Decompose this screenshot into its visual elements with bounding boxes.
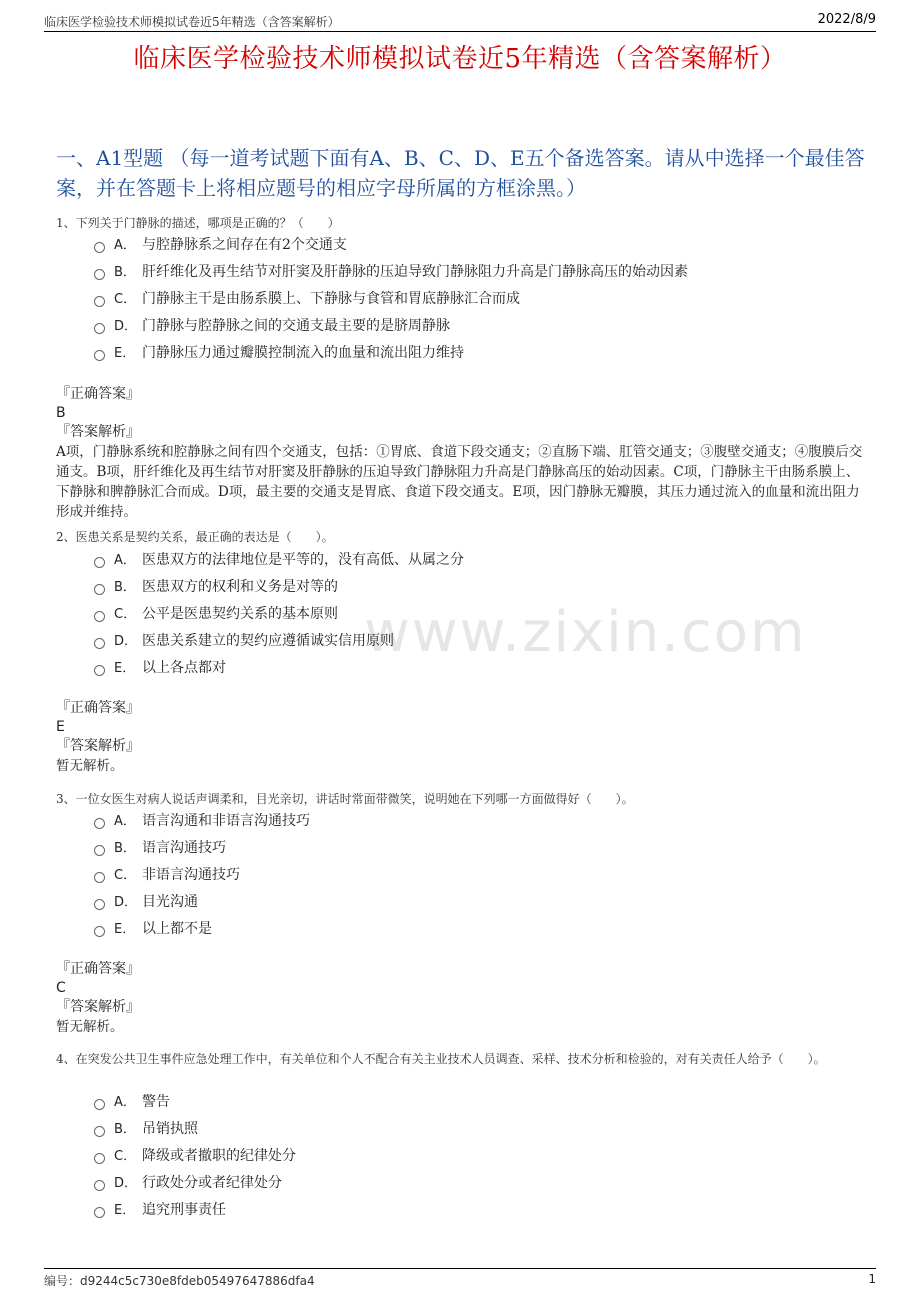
header-date: 2022/8/9 xyxy=(817,12,876,27)
option-b[interactable]: B． 医患双方的权利和义务是对等的 xyxy=(94,572,464,599)
document-title: 临床医学检验技术师模拟试卷近5年精选（含答案解析） xyxy=(133,44,787,74)
option-b[interactable]: B． 肝纤维化及再生结节对肝窦及肝静脉的压迫导致门静脉阻力升高是门静脉高压的始动因素 xyxy=(94,257,688,284)
option-d[interactable]: D． 医患关系建立的契约应遵循诚实信用原则 xyxy=(94,626,464,653)
watermark: www.zixin.com xyxy=(364,600,807,665)
radio-icon[interactable] xyxy=(94,665,105,676)
radio-icon[interactable] xyxy=(94,638,105,649)
option-b[interactable]: B． 吊销执照 xyxy=(94,1114,296,1141)
option-d[interactable]: D． 行政处分或者纪律处分 xyxy=(94,1168,296,1195)
option-c[interactable]: C． 非语言沟通技巧 xyxy=(94,860,310,887)
option-c[interactable]: C． 降级或者撤职的纪律处分 xyxy=(94,1141,296,1168)
question-3-stem: 3、一位女医生对病人说话声调柔和，目光亲切，讲话时常面带微笑，说明她在下列哪一方面做得好（ ）。 xyxy=(56,792,634,806)
radio-icon[interactable] xyxy=(94,845,105,856)
radio-icon[interactable] xyxy=(94,818,105,829)
question-1-options xyxy=(94,230,688,365)
option-d[interactable]: D． 目光沟通 xyxy=(94,887,310,914)
radio-icon[interactable] xyxy=(94,242,105,253)
footer-code xyxy=(44,1272,315,1289)
question-1-stem: 1、下列关于门静脉的描述，哪项是正确的？（ ） xyxy=(56,216,340,230)
question-3-answer-block xyxy=(56,960,866,1037)
option-a[interactable]: A． 语言沟通和非语言沟通技巧 xyxy=(94,806,310,833)
radio-icon[interactable] xyxy=(94,350,105,361)
radio-icon[interactable] xyxy=(94,323,105,334)
radio-icon[interactable] xyxy=(94,926,105,937)
header-doc-title: 临床医学检验技术师模拟试卷近5年精选（含答案解析） xyxy=(44,15,340,29)
question-1-answer-block xyxy=(56,385,866,522)
question-3-options xyxy=(94,806,310,941)
radio-icon[interactable] xyxy=(94,899,105,910)
question-2-answer-block xyxy=(56,699,866,776)
question-2-options xyxy=(94,545,464,680)
radio-icon[interactable] xyxy=(94,584,105,595)
option-c[interactable]: C． 公平是医患契约关系的基本原则 xyxy=(94,599,464,626)
analysis-label: 『答案解析』 xyxy=(56,999,140,1015)
option-a[interactable]: A． 警告 xyxy=(94,1087,296,1114)
analysis-text: 暂无解析。 xyxy=(56,1019,124,1035)
footer-code-label: 编号： xyxy=(44,1274,81,1288)
option-d[interactable]: D． 门静脉与腔静脉之间的交通支最主要的是脐周静脉 xyxy=(94,311,688,338)
option-a[interactable]: A． 医患双方的法律地位是平等的，没有高低、从属之分 xyxy=(94,545,464,572)
radio-icon[interactable] xyxy=(94,269,105,280)
option-e[interactable]: E． 门静脉压力通过瓣膜控制流入的血量和流出阻力维持 xyxy=(94,338,688,365)
option-a[interactable]: A． 与腔静脉系之间存在有2个交通支 xyxy=(94,230,688,257)
answer-label: 『正确答案』 xyxy=(56,961,140,977)
radio-icon[interactable] xyxy=(94,296,105,307)
analysis-text: 暂无解析。 xyxy=(56,758,124,774)
section-heading: 一、A1型题 （每一道考试题下面有A、B、C、D、E五个备选答案。请从中选择一个最佳答案，并在答题卡上将相应题号的相应字母所属的方框涂黑。） xyxy=(56,146,865,200)
radio-icon[interactable] xyxy=(94,872,105,883)
option-b[interactable]: B． 语言沟通技巧 xyxy=(94,833,310,860)
radio-icon[interactable] xyxy=(94,1126,105,1137)
question-4-options xyxy=(94,1087,296,1222)
question-4-stem: 4、在突发公共卫生事件应急处理工作中，有关单位和个人不配合有关主业技术人员调查、采样、技术分析和检验的，对有关责任人给予（ ）。 xyxy=(56,1052,826,1066)
analysis-text: A项，门静脉系统和腔静脉之间有四个交通支，包括：①胃底、食道下段交通支；②直肠下端、肛管交通支；③腹壁交通支；④腹膜后交通支。B项，肝纤维化及再生结节对肝窦及肝静脉的压迫导致门静脉阻力升高是门静脉高压的始动因素。C项，门静脉主干由肠系膜上、下静脉和脾静脉汇合而成。D项，最主要的交通支是胃底、食道下段交通支。E项，因门静脉无瓣膜，其压力通过流入的血量和流出阻力形成并维持。 xyxy=(56,444,863,520)
radio-icon[interactable] xyxy=(94,611,105,622)
page-header xyxy=(44,12,876,32)
analysis-label: 『答案解析』 xyxy=(56,424,140,440)
page-number: 1 xyxy=(868,1272,876,1286)
footer-code-value: d9244c5c730e8fdeb05497647886dfa4 xyxy=(80,1274,315,1288)
option-e[interactable]: E． 以上都不是 xyxy=(94,914,310,941)
radio-icon[interactable] xyxy=(94,1207,105,1218)
answer-label: 『正确答案』 xyxy=(56,700,140,716)
option-e[interactable]: E． 以上各点都对 xyxy=(94,653,464,680)
answer-value: E xyxy=(56,719,65,735)
page-footer xyxy=(44,1268,876,1288)
answer-value: C xyxy=(56,980,66,996)
answer-label: 『正确答案』 xyxy=(56,386,140,402)
analysis-label: 『答案解析』 xyxy=(56,738,140,754)
question-2-stem: 2、医患关系是契约关系，最正确的表达是（ ）。 xyxy=(56,530,334,544)
radio-icon[interactable] xyxy=(94,557,105,568)
radio-icon[interactable] xyxy=(94,1099,105,1110)
option-c[interactable]: C． 门静脉主干是由肠系膜上、下静脉与食管和胃底静脉汇合而成 xyxy=(94,284,688,311)
radio-icon[interactable] xyxy=(94,1180,105,1191)
option-e[interactable]: E． 追究刑事责任 xyxy=(94,1195,296,1222)
radio-icon[interactable] xyxy=(94,1153,105,1164)
answer-value: B xyxy=(56,405,66,421)
